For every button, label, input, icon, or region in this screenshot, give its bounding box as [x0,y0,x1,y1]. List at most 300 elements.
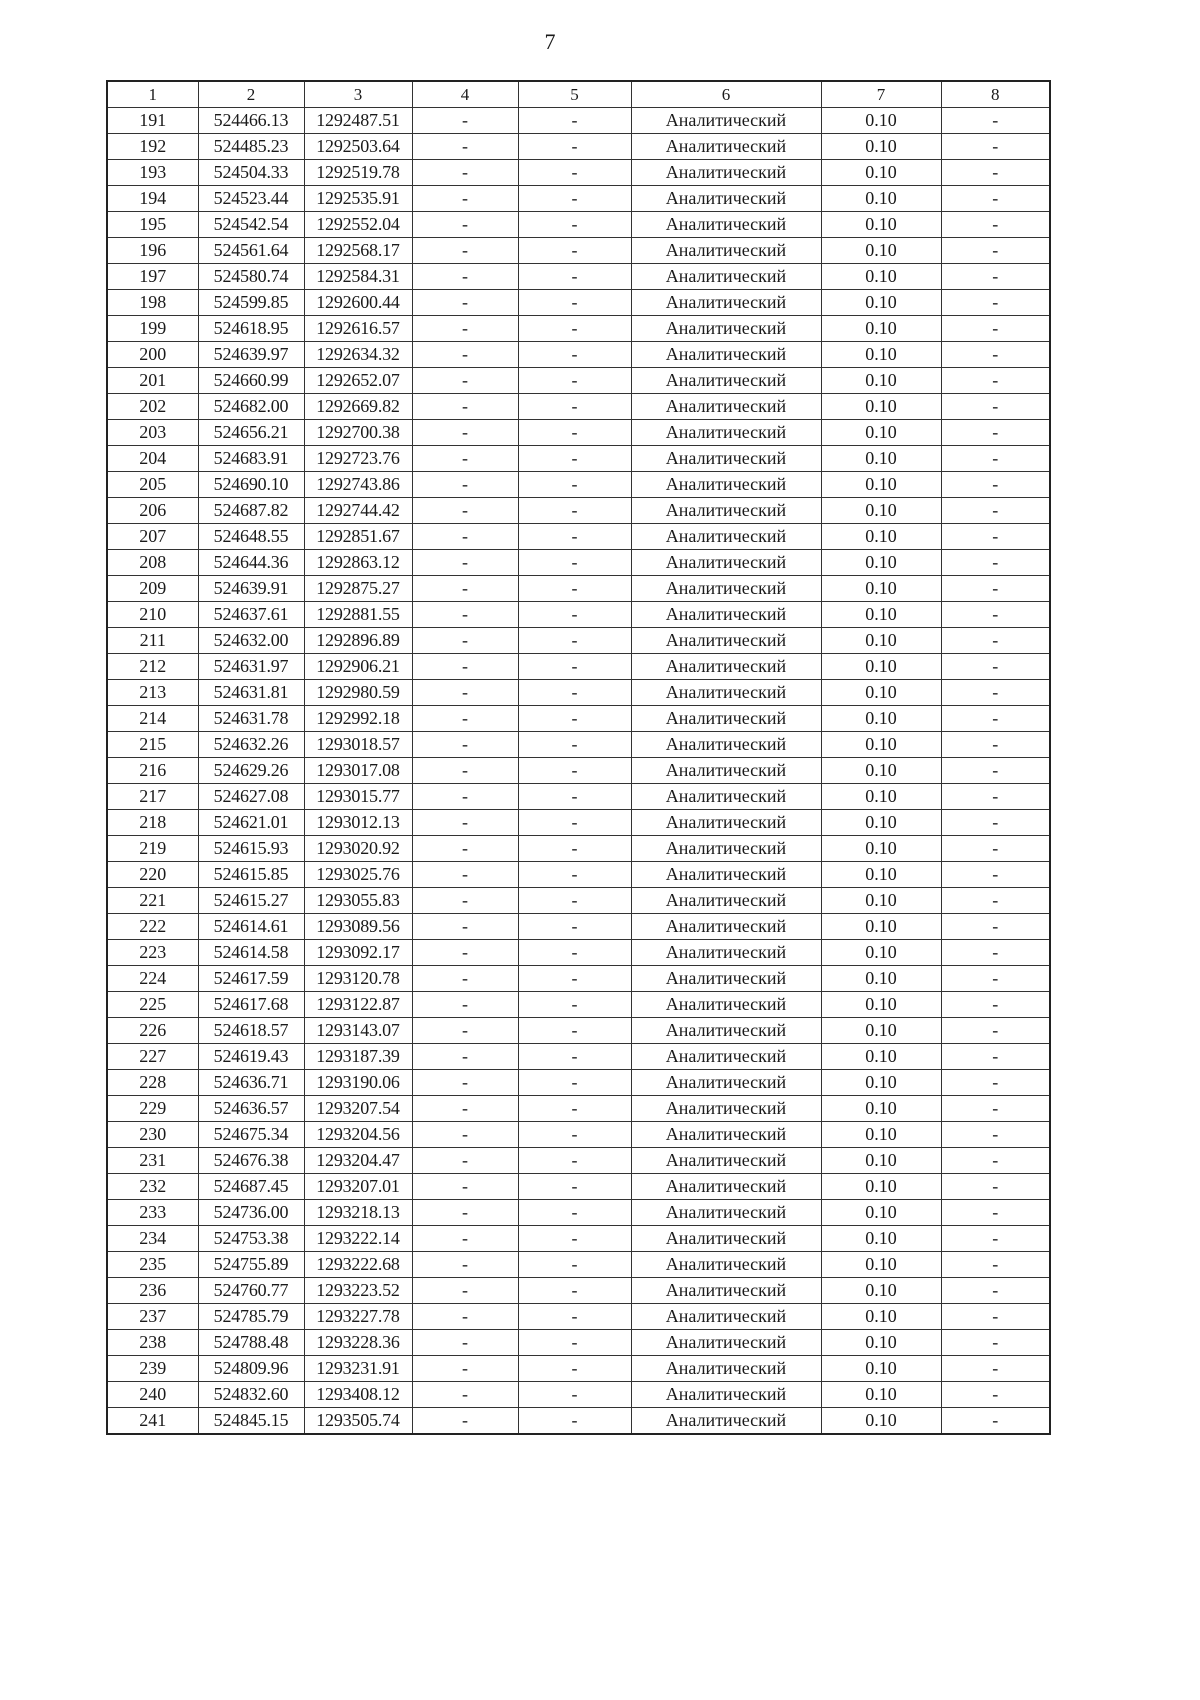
table-body [107,108,1050,1435]
x-coordinate-cell: 524621.01 [198,810,304,836]
point-number-cell: 199 [107,316,198,342]
method-cell: Аналитический [631,992,821,1018]
column-4-cell: - [412,1252,518,1278]
column-5-cell: - [518,290,631,316]
x-coordinate-cell: 524637.61 [198,602,304,628]
x-coordinate-cell: 524760.77 [198,1278,304,1304]
point-number-cell: 222 [107,914,198,940]
accuracy-cell: 0.10 [821,1226,941,1252]
column-4-cell: - [412,238,518,264]
point-number-cell: 220 [107,862,198,888]
column-8-cell: - [941,1174,1050,1200]
table-row [107,602,1050,628]
table-row [107,316,1050,342]
table-header-row [107,81,1050,108]
method-cell: Аналитический [631,342,821,368]
column-5-cell: - [518,940,631,966]
column-8-cell: - [941,576,1050,602]
column-5-cell: - [518,810,631,836]
point-number-cell: 232 [107,1174,198,1200]
x-coordinate-cell: 524599.85 [198,290,304,316]
column-8-cell: - [941,498,1050,524]
column-8-cell: - [941,1122,1050,1148]
column-4-cell: - [412,680,518,706]
y-coordinate-cell: 1293408.12 [304,1382,412,1408]
table-row [107,1122,1050,1148]
point-number-cell: 233 [107,1200,198,1226]
point-number-cell: 206 [107,498,198,524]
column-4-cell: - [412,1330,518,1356]
column-8-cell: - [941,758,1050,784]
column-8-cell: - [941,784,1050,810]
table-row [107,992,1050,1018]
column-8-cell: - [941,160,1050,186]
column-5-cell: - [518,992,631,1018]
column-5-cell: - [518,758,631,784]
point-number-cell: 193 [107,160,198,186]
accuracy-cell: 0.10 [821,992,941,1018]
y-coordinate-cell: 1293020.92 [304,836,412,862]
column-4-cell: - [412,992,518,1018]
point-number-cell: 241 [107,1408,198,1435]
accuracy-cell: 0.10 [821,1096,941,1122]
method-cell: Аналитический [631,966,821,992]
x-coordinate-cell: 524614.61 [198,914,304,940]
x-coordinate-cell: 524617.68 [198,992,304,1018]
column-8-cell: - [941,1278,1050,1304]
column-4-cell: - [412,1122,518,1148]
method-cell: Аналитический [631,914,821,940]
x-coordinate-cell: 524580.74 [198,264,304,290]
x-coordinate-cell: 524631.97 [198,654,304,680]
column-4-cell: - [412,836,518,862]
table-row [107,394,1050,420]
table-row [107,1018,1050,1044]
column-5-cell: - [518,966,631,992]
x-coordinate-cell: 524561.64 [198,238,304,264]
column-4-cell: - [412,446,518,472]
y-coordinate-cell: 1292584.31 [304,264,412,290]
point-number-cell: 231 [107,1148,198,1174]
column-8-cell: - [941,940,1050,966]
point-number-cell: 239 [107,1356,198,1382]
point-number-cell: 209 [107,576,198,602]
accuracy-cell: 0.10 [821,134,941,160]
column-header-2: 2 [198,81,304,108]
point-number-cell: 196 [107,238,198,264]
column-4-cell: - [412,1408,518,1435]
method-cell: Аналитический [631,290,821,316]
column-5-cell: - [518,134,631,160]
table-row [107,1330,1050,1356]
x-coordinate-cell: 524832.60 [198,1382,304,1408]
x-coordinate-cell: 524523.44 [198,186,304,212]
accuracy-cell: 0.10 [821,836,941,862]
y-coordinate-cell: 1292851.67 [304,524,412,550]
y-coordinate-cell: 1292568.17 [304,238,412,264]
column-8-cell: - [941,888,1050,914]
point-number-cell: 212 [107,654,198,680]
point-number-cell: 191 [107,108,198,134]
column-5-cell: - [518,732,631,758]
y-coordinate-cell: 1292896.89 [304,628,412,654]
column-4-cell: - [412,1304,518,1330]
column-8-cell: - [941,1018,1050,1044]
column-4-cell: - [412,1200,518,1226]
x-coordinate-cell: 524636.57 [198,1096,304,1122]
column-5-cell: - [518,602,631,628]
table-row [107,264,1050,290]
accuracy-cell: 0.10 [821,1382,941,1408]
accuracy-cell: 0.10 [821,1252,941,1278]
column-4-cell: - [412,524,518,550]
point-number-cell: 235 [107,1252,198,1278]
table-row [107,472,1050,498]
y-coordinate-cell: 1292503.64 [304,134,412,160]
column-5-cell: - [518,1330,631,1356]
x-coordinate-cell: 524619.43 [198,1044,304,1070]
column-8-cell: - [941,368,1050,394]
accuracy-cell: 0.10 [821,394,941,420]
accuracy-cell: 0.10 [821,550,941,576]
accuracy-cell: 0.10 [821,290,941,316]
method-cell: Аналитический [631,394,821,420]
point-number-cell: 228 [107,1070,198,1096]
accuracy-cell: 0.10 [821,914,941,940]
point-number-cell: 226 [107,1018,198,1044]
column-5-cell: - [518,238,631,264]
column-4-cell: - [412,1226,518,1252]
column-header-4: 4 [412,81,518,108]
column-5-cell: - [518,1408,631,1435]
table-row [107,498,1050,524]
column-5-cell: - [518,628,631,654]
point-number-cell: 229 [107,1096,198,1122]
table-row [107,238,1050,264]
column-4-cell: - [412,862,518,888]
y-coordinate-cell: 1293190.06 [304,1070,412,1096]
x-coordinate-cell: 524615.85 [198,862,304,888]
y-coordinate-cell: 1293018.57 [304,732,412,758]
method-cell: Аналитический [631,1408,821,1435]
column-4-cell: - [412,212,518,238]
method-cell: Аналитический [631,160,821,186]
point-number-cell: 201 [107,368,198,394]
y-coordinate-cell: 1293505.74 [304,1408,412,1435]
accuracy-cell: 0.10 [821,238,941,264]
column-5-cell: - [518,1070,631,1096]
column-8-cell: - [941,732,1050,758]
point-number-cell: 202 [107,394,198,420]
column-5-cell: - [518,446,631,472]
y-coordinate-cell: 1293223.52 [304,1278,412,1304]
column-5-cell: - [518,576,631,602]
column-8-cell: - [941,446,1050,472]
column-5-cell: - [518,108,631,134]
column-4-cell: - [412,940,518,966]
method-cell: Аналитический [631,134,821,160]
accuracy-cell: 0.10 [821,316,941,342]
table-row [107,1382,1050,1408]
column-8-cell: - [941,810,1050,836]
x-coordinate-cell: 524542.54 [198,212,304,238]
column-4-cell: - [412,550,518,576]
x-coordinate-cell: 524644.36 [198,550,304,576]
table-row [107,420,1050,446]
x-coordinate-cell: 524615.27 [198,888,304,914]
column-5-cell: - [518,1122,631,1148]
column-8-cell: - [941,1070,1050,1096]
table-row [107,290,1050,316]
column-4-cell: - [412,654,518,680]
x-coordinate-cell: 524845.15 [198,1408,304,1435]
point-number-cell: 207 [107,524,198,550]
point-number-cell: 195 [107,212,198,238]
column-8-cell: - [941,394,1050,420]
point-number-cell: 225 [107,992,198,1018]
x-coordinate-cell: 524683.91 [198,446,304,472]
method-cell: Аналитический [631,888,821,914]
x-coordinate-cell: 524736.00 [198,1200,304,1226]
y-coordinate-cell: 1292906.21 [304,654,412,680]
x-coordinate-cell: 524648.55 [198,524,304,550]
accuracy-cell: 0.10 [821,1200,941,1226]
column-4-cell: - [412,472,518,498]
column-8-cell: - [941,1356,1050,1382]
table-row [107,212,1050,238]
x-coordinate-cell: 524687.45 [198,1174,304,1200]
method-cell: Аналитический [631,472,821,498]
point-number-cell: 198 [107,290,198,316]
column-4-cell: - [412,108,518,134]
y-coordinate-cell: 1292723.76 [304,446,412,472]
method-cell: Аналитический [631,1200,821,1226]
accuracy-cell: 0.10 [821,368,941,394]
method-cell: Аналитический [631,368,821,394]
x-coordinate-cell: 524466.13 [198,108,304,134]
table-row [107,1226,1050,1252]
column-4-cell: - [412,1070,518,1096]
point-number-cell: 224 [107,966,198,992]
column-5-cell: - [518,1226,631,1252]
accuracy-cell: 0.10 [821,1356,941,1382]
method-cell: Аналитический [631,238,821,264]
column-header-6: 6 [631,81,821,108]
table-row [107,186,1050,212]
accuracy-cell: 0.10 [821,732,941,758]
point-number-cell: 214 [107,706,198,732]
column-4-cell: - [412,1148,518,1174]
x-coordinate-cell: 524632.00 [198,628,304,654]
column-5-cell: - [518,1200,631,1226]
column-4-cell: - [412,160,518,186]
column-5-cell: - [518,394,631,420]
table-row [107,1200,1050,1226]
method-cell: Аналитический [631,706,821,732]
accuracy-cell: 0.10 [821,1018,941,1044]
column-4-cell: - [412,758,518,784]
column-5-cell: - [518,680,631,706]
point-number-cell: 237 [107,1304,198,1330]
column-8-cell: - [941,1200,1050,1226]
column-8-cell: - [941,420,1050,446]
y-coordinate-cell: 1293228.36 [304,1330,412,1356]
point-number-cell: 218 [107,810,198,836]
column-8-cell: - [941,342,1050,368]
method-cell: Аналитический [631,1096,821,1122]
method-cell: Аналитический [631,524,821,550]
table-row [107,446,1050,472]
accuracy-cell: 0.10 [821,602,941,628]
y-coordinate-cell: 1293092.17 [304,940,412,966]
accuracy-cell: 0.10 [821,108,941,134]
point-number-cell: 204 [107,446,198,472]
column-4-cell: - [412,186,518,212]
table-row [107,706,1050,732]
method-cell: Аналитический [631,446,821,472]
y-coordinate-cell: 1293207.01 [304,1174,412,1200]
y-coordinate-cell: 1293120.78 [304,966,412,992]
table-row [107,550,1050,576]
y-coordinate-cell: 1292744.42 [304,498,412,524]
column-5-cell: - [518,550,631,576]
column-8-cell: - [941,212,1050,238]
method-cell: Аналитический [631,732,821,758]
column-8-cell: - [941,1148,1050,1174]
y-coordinate-cell: 1293122.87 [304,992,412,1018]
column-header-1: 1 [107,81,198,108]
y-coordinate-cell: 1293222.68 [304,1252,412,1278]
method-cell: Аналитический [631,498,821,524]
column-8-cell: - [941,316,1050,342]
table-row [107,1356,1050,1382]
method-cell: Аналитический [631,1330,821,1356]
point-number-cell: 221 [107,888,198,914]
column-5-cell: - [518,1096,631,1122]
x-coordinate-cell: 524631.81 [198,680,304,706]
method-cell: Аналитический [631,1148,821,1174]
table-row [107,576,1050,602]
method-cell: Аналитический [631,108,821,134]
y-coordinate-cell: 1293012.13 [304,810,412,836]
table-row [107,1408,1050,1435]
column-header-7: 7 [821,81,941,108]
y-coordinate-cell: 1292875.27 [304,576,412,602]
column-5-cell: - [518,654,631,680]
column-8-cell: - [941,602,1050,628]
column-5-cell: - [518,1044,631,1070]
y-coordinate-cell: 1292992.18 [304,706,412,732]
column-8-cell: - [941,654,1050,680]
y-coordinate-cell: 1292535.91 [304,186,412,212]
table-row [107,108,1050,134]
y-coordinate-cell: 1292743.86 [304,472,412,498]
accuracy-cell: 0.10 [821,706,941,732]
method-cell: Аналитический [631,1252,821,1278]
point-number-cell: 234 [107,1226,198,1252]
point-number-cell: 197 [107,264,198,290]
accuracy-cell: 0.10 [821,264,941,290]
column-4-cell: - [412,706,518,732]
accuracy-cell: 0.10 [821,212,941,238]
column-5-cell: - [518,1148,631,1174]
column-8-cell: - [941,1044,1050,1070]
point-number-cell: 213 [107,680,198,706]
x-coordinate-cell: 524617.59 [198,966,304,992]
method-cell: Аналитический [631,1044,821,1070]
accuracy-cell: 0.10 [821,446,941,472]
column-4-cell: - [412,810,518,836]
column-5-cell: - [518,862,631,888]
method-cell: Аналитический [631,758,821,784]
table-row [107,524,1050,550]
method-cell: Аналитический [631,1174,821,1200]
x-coordinate-cell: 524632.26 [198,732,304,758]
column-4-cell: - [412,1096,518,1122]
column-8-cell: - [941,1382,1050,1408]
y-coordinate-cell: 1293055.83 [304,888,412,914]
column-5-cell: - [518,1304,631,1330]
x-coordinate-cell: 524785.79 [198,1304,304,1330]
method-cell: Аналитический [631,810,821,836]
accuracy-cell: 0.10 [821,1408,941,1435]
column-4-cell: - [412,290,518,316]
table-row [107,862,1050,888]
y-coordinate-cell: 1292552.04 [304,212,412,238]
accuracy-cell: 0.10 [821,160,941,186]
x-coordinate-cell: 524618.95 [198,316,304,342]
table-row [107,134,1050,160]
column-8-cell: - [941,134,1050,160]
table-row [107,1252,1050,1278]
y-coordinate-cell: 1293025.76 [304,862,412,888]
point-number-cell: 216 [107,758,198,784]
method-cell: Аналитический [631,940,821,966]
x-coordinate-cell: 524629.26 [198,758,304,784]
table-row [107,966,1050,992]
column-4-cell: - [412,1174,518,1200]
table-row [107,784,1050,810]
accuracy-cell: 0.10 [821,1070,941,1096]
accuracy-cell: 0.10 [821,628,941,654]
table-row [107,810,1050,836]
column-8-cell: - [941,628,1050,654]
method-cell: Аналитический [631,836,821,862]
accuracy-cell: 0.10 [821,1044,941,1070]
method-cell: Аналитический [631,550,821,576]
point-number-cell: 203 [107,420,198,446]
y-coordinate-cell: 1292487.51 [304,108,412,134]
column-4-cell: - [412,394,518,420]
column-8-cell: - [941,1226,1050,1252]
table-row [107,1304,1050,1330]
accuracy-cell: 0.10 [821,758,941,784]
y-coordinate-cell: 1293227.78 [304,1304,412,1330]
column-8-cell: - [941,992,1050,1018]
column-4-cell: - [412,628,518,654]
point-number-cell: 194 [107,186,198,212]
table-row [107,368,1050,394]
x-coordinate-cell: 524656.21 [198,420,304,446]
column-5-cell: - [518,342,631,368]
point-number-cell: 192 [107,134,198,160]
column-header-3: 3 [304,81,412,108]
column-8-cell: - [941,862,1050,888]
method-cell: Аналитический [631,602,821,628]
method-cell: Аналитический [631,186,821,212]
accuracy-cell: 0.10 [821,966,941,992]
column-header-8: 8 [941,81,1050,108]
